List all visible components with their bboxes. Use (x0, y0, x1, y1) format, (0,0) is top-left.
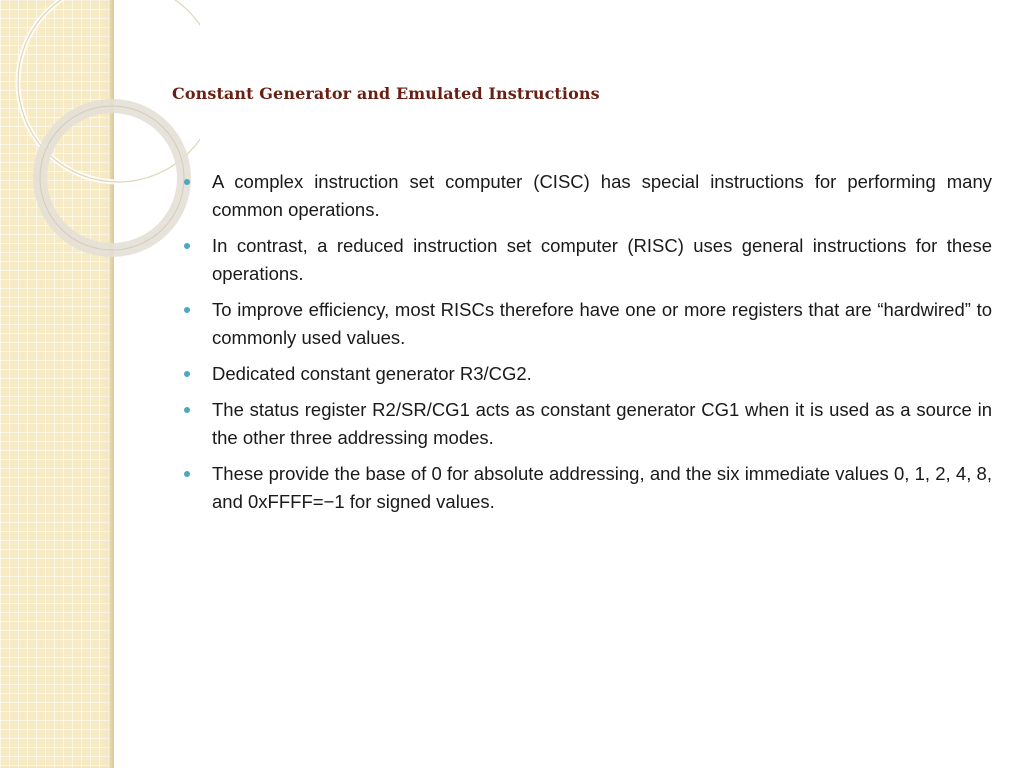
bullet-item (184, 460, 992, 516)
bullet-dot-icon (184, 407, 190, 413)
bullet-text: To improve efficiency, most RISCs therefore have one or more registers that are “hardwired” to commonly used values. (212, 299, 992, 348)
bullet-dot-icon (184, 243, 190, 249)
bullet-dot-icon (184, 371, 190, 377)
bullet-item (184, 232, 992, 288)
bullet-text: A complex instruction set computer (CISC) has special instructions for performing many common operations. (212, 171, 992, 220)
bullet-item (184, 168, 992, 224)
side-band-edge (110, 0, 114, 768)
bullet-item (184, 360, 992, 388)
bullet-list (184, 168, 992, 524)
bullet-item (184, 296, 992, 352)
bullet-dot-icon (184, 307, 190, 313)
bullet-text: In contrast, a reduced instruction set computer (RISC) uses general instructions for these operations. (212, 235, 992, 284)
bullet-dot-icon (184, 471, 190, 477)
bullet-dot-icon (184, 179, 190, 185)
bullet-item (184, 396, 992, 452)
slide-title: Constant Generator and Emulated Instructions (172, 84, 600, 103)
side-decorative-band (0, 0, 114, 768)
bullet-text: The status register R2/SR/CG1 acts as constant generator CG1 when it is used as a source in the other three addressing modes. (212, 399, 992, 448)
bullet-text: Dedicated constant generator R3/CG2. (212, 363, 532, 384)
bullet-text: These provide the base of 0 for absolute addressing, and the six immediate values 0, 1, 2, 4, 8, and 0xFFFF=−1 for signed values. (212, 463, 992, 512)
